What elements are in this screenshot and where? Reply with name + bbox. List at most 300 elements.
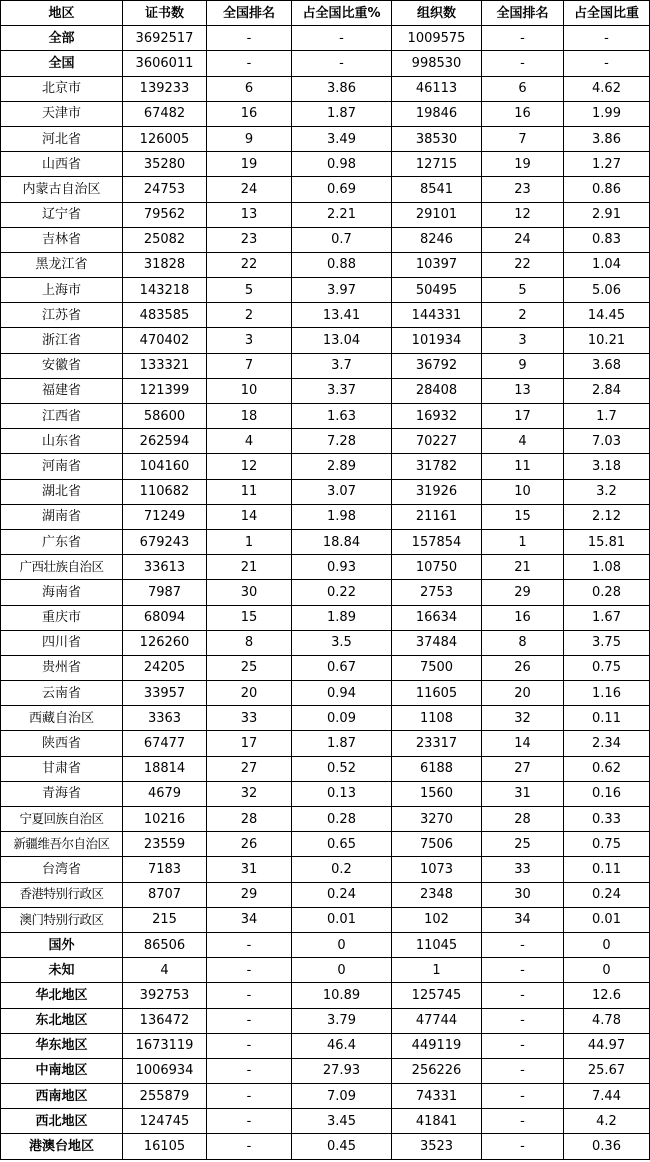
certificate-rank-cell: 32 xyxy=(207,781,292,806)
organizations-cell: 125745 xyxy=(392,983,482,1008)
organization-share-cell: 2.34 xyxy=(564,731,650,756)
organizations-cell: 47744 xyxy=(392,1008,482,1033)
certificate-share-cell: 7.28 xyxy=(292,429,392,454)
organization-share-cell: 0.83 xyxy=(564,227,650,252)
organization-rank-cell: 31 xyxy=(482,781,564,806)
certificates-cell: 24205 xyxy=(123,655,207,680)
organization-share-cell: 1.7 xyxy=(564,404,650,429)
certificate-share-cell: 0.22 xyxy=(292,580,392,605)
table-row xyxy=(1,26,650,51)
organization-share-cell: 1.67 xyxy=(564,605,650,630)
region-name-cell: 西南地区 xyxy=(1,1084,123,1109)
certificate-rank-cell: 3 xyxy=(207,328,292,353)
organization-share-cell: 3.2 xyxy=(564,479,650,504)
organization-rank-cell: 30 xyxy=(482,882,564,907)
organization-rank-cell: 10 xyxy=(482,479,564,504)
table-row xyxy=(1,1109,650,1134)
table-row xyxy=(1,655,650,680)
region-name-cell: 宁夏回族自治区 xyxy=(1,807,123,832)
certificates-cell: 126260 xyxy=(123,630,207,655)
region-name-cell: 福建省 xyxy=(1,378,123,403)
organization-share-cell: 12.6 xyxy=(564,983,650,1008)
table-row xyxy=(1,555,650,580)
table-row xyxy=(1,177,650,202)
certificates-cell: 3692517 xyxy=(123,26,207,51)
organization-share-cell: 1.27 xyxy=(564,152,650,177)
organizations-cell: 46113 xyxy=(392,76,482,101)
certificate-share-cell: 1.89 xyxy=(292,605,392,630)
certificate-share-cell: 0.01 xyxy=(292,907,392,932)
organizations-cell: 8246 xyxy=(392,227,482,252)
organizations-cell: 31782 xyxy=(392,454,482,479)
certificate-rank-cell: 4 xyxy=(207,429,292,454)
organization-rank-cell: 23 xyxy=(482,177,564,202)
region-name-cell: 台湾省 xyxy=(1,857,123,882)
organizations-cell: 29101 xyxy=(392,202,482,227)
table-row xyxy=(1,353,650,378)
certificates-cell: 68094 xyxy=(123,605,207,630)
organization-rank-cell: - xyxy=(482,1058,564,1083)
region-name-cell: 北京市 xyxy=(1,76,123,101)
certificate-rank-cell: 13 xyxy=(207,202,292,227)
organization-share-cell: 3.75 xyxy=(564,630,650,655)
certificate-share-cell: 3.86 xyxy=(292,76,392,101)
table-row xyxy=(1,706,650,731)
organization-rank-cell: 34 xyxy=(482,907,564,932)
certificates-cell: 4679 xyxy=(123,781,207,806)
certificate-share-cell: 0.13 xyxy=(292,781,392,806)
header-organization-share: 占全国比重 xyxy=(564,1,650,26)
region-name-cell: 辽宁省 xyxy=(1,202,123,227)
organization-share-cell: 15.81 xyxy=(564,529,650,554)
certificates-cell: 110682 xyxy=(123,479,207,504)
organizations-cell: 157854 xyxy=(392,529,482,554)
certificate-share-cell: 0.24 xyxy=(292,882,392,907)
organizations-cell: 3270 xyxy=(392,807,482,832)
certificate-share-cell: 0.67 xyxy=(292,655,392,680)
organization-rank-cell: 15 xyxy=(482,504,564,529)
organization-share-cell: - xyxy=(564,51,650,76)
organization-rank-cell: - xyxy=(482,1008,564,1033)
certificate-share-cell: 3.5 xyxy=(292,630,392,655)
organization-share-cell: 0.62 xyxy=(564,756,650,781)
certificates-cell: 23559 xyxy=(123,832,207,857)
region-name-cell: 甘肃省 xyxy=(1,756,123,781)
organization-rank-cell: 14 xyxy=(482,731,564,756)
certificate-share-cell: 0.52 xyxy=(292,756,392,781)
table-row xyxy=(1,529,650,554)
certificate-share-cell: 10.89 xyxy=(292,983,392,1008)
certificate-rank-cell: 29 xyxy=(207,882,292,907)
organization-share-cell: 0.36 xyxy=(564,1134,650,1159)
organizations-cell: 449119 xyxy=(392,1033,482,1058)
organizations-cell: 31926 xyxy=(392,479,482,504)
certificate-rank-cell: 30 xyxy=(207,580,292,605)
organizations-cell: 8541 xyxy=(392,177,482,202)
organization-rank-cell: - xyxy=(482,983,564,1008)
certificate-rank-cell: 1 xyxy=(207,529,292,554)
certificates-cell: 255879 xyxy=(123,1084,207,1109)
certificate-share-cell: 3.97 xyxy=(292,278,392,303)
header-organizations: 组织数 xyxy=(392,1,482,26)
region-name-cell: 西北地区 xyxy=(1,1109,123,1134)
certificate-rank-cell: - xyxy=(207,1134,292,1159)
organization-share-cell: 4.2 xyxy=(564,1109,650,1134)
organizations-cell: 50495 xyxy=(392,278,482,303)
header-certificates: 证书数 xyxy=(123,1,207,26)
organization-share-cell: 3.86 xyxy=(564,126,650,151)
organization-share-cell: 25.67 xyxy=(564,1058,650,1083)
certificate-share-cell: 3.45 xyxy=(292,1109,392,1134)
organization-share-cell: 4.62 xyxy=(564,76,650,101)
certificate-rank-cell: - xyxy=(207,1109,292,1134)
certificate-share-cell: 0.28 xyxy=(292,807,392,832)
region-name-cell: 浙江省 xyxy=(1,328,123,353)
certificates-cell: 483585 xyxy=(123,303,207,328)
certificate-rank-cell: - xyxy=(207,1033,292,1058)
organization-share-cell: 0.28 xyxy=(564,580,650,605)
certificates-cell: 4 xyxy=(123,958,207,983)
table-row xyxy=(1,252,650,277)
certificate-rank-cell: 23 xyxy=(207,227,292,252)
table-row xyxy=(1,504,650,529)
region-name-cell: 吉林省 xyxy=(1,227,123,252)
organizations-cell: 12715 xyxy=(392,152,482,177)
certificate-share-cell: 13.04 xyxy=(292,328,392,353)
organization-rank-cell: - xyxy=(482,1109,564,1134)
table-row xyxy=(1,1058,650,1083)
certificates-cell: 1673119 xyxy=(123,1033,207,1058)
table-row xyxy=(1,126,650,151)
organizations-cell: 74331 xyxy=(392,1084,482,1109)
region-name-cell: 广东省 xyxy=(1,529,123,554)
region-name-cell: 香港特别行政区 xyxy=(1,882,123,907)
certificates-cell: 33613 xyxy=(123,555,207,580)
certificate-rank-cell: 18 xyxy=(207,404,292,429)
certificates-cell: 67482 xyxy=(123,101,207,126)
certificates-cell: 7987 xyxy=(123,580,207,605)
certificates-cell: 136472 xyxy=(123,1008,207,1033)
certificate-share-cell: 3.07 xyxy=(292,479,392,504)
header-certificate-rank: 全国排名 xyxy=(207,1,292,26)
table-row xyxy=(1,278,650,303)
certificates-cell: 71249 xyxy=(123,504,207,529)
region-name-cell: 山东省 xyxy=(1,429,123,454)
table-row xyxy=(1,580,650,605)
organizations-cell: 36792 xyxy=(392,353,482,378)
certificates-cell: 143218 xyxy=(123,278,207,303)
organizations-cell: 10750 xyxy=(392,555,482,580)
organization-rank-cell: - xyxy=(482,26,564,51)
region-name-cell: 青海省 xyxy=(1,781,123,806)
certificate-rank-cell: 9 xyxy=(207,126,292,151)
region-name-cell: 华北地区 xyxy=(1,983,123,1008)
organizations-cell: 998530 xyxy=(392,51,482,76)
table-row xyxy=(1,832,650,857)
region-name-cell: 内蒙古自治区 xyxy=(1,177,123,202)
organization-share-cell: 1.99 xyxy=(564,101,650,126)
certificate-rank-cell: - xyxy=(207,1008,292,1033)
region-name-cell: 中南地区 xyxy=(1,1058,123,1083)
certificates-cell: 18814 xyxy=(123,756,207,781)
organizations-cell: 1 xyxy=(392,958,482,983)
certificate-rank-cell: 28 xyxy=(207,807,292,832)
organizations-cell: 101934 xyxy=(392,328,482,353)
certificate-rank-cell: 5 xyxy=(207,278,292,303)
organizations-cell: 41841 xyxy=(392,1109,482,1134)
table-row xyxy=(1,303,650,328)
organization-rank-cell: - xyxy=(482,932,564,957)
table-row xyxy=(1,328,650,353)
region-name-cell: 东北地区 xyxy=(1,1008,123,1033)
certificates-cell: 679243 xyxy=(123,529,207,554)
certificate-share-cell: 3.79 xyxy=(292,1008,392,1033)
certificate-share-cell: 3.37 xyxy=(292,378,392,403)
organization-rank-cell: - xyxy=(482,958,564,983)
organizations-cell: 1073 xyxy=(392,857,482,882)
organizations-cell: 2753 xyxy=(392,580,482,605)
header-organization-rank: 全国排名 xyxy=(482,1,564,26)
table-row xyxy=(1,152,650,177)
table-row xyxy=(1,932,650,957)
organization-rank-cell: 3 xyxy=(482,328,564,353)
certificate-rank-cell: 33 xyxy=(207,706,292,731)
organization-share-cell: 0.86 xyxy=(564,177,650,202)
table-row xyxy=(1,1008,650,1033)
certificate-share-cell: 0.88 xyxy=(292,252,392,277)
organization-share-cell: 2.84 xyxy=(564,378,650,403)
table-row xyxy=(1,882,650,907)
certificate-share-cell: 3.7 xyxy=(292,353,392,378)
certificate-share-cell: 7.09 xyxy=(292,1084,392,1109)
certificates-cell: 262594 xyxy=(123,429,207,454)
organization-rank-cell: 5 xyxy=(482,278,564,303)
organizations-cell: 1108 xyxy=(392,706,482,731)
certificate-rank-cell: 16 xyxy=(207,101,292,126)
certificate-rank-cell: - xyxy=(207,1084,292,1109)
organization-rank-cell: 16 xyxy=(482,605,564,630)
organization-share-cell: 0.11 xyxy=(564,857,650,882)
certificate-share-cell: 0.65 xyxy=(292,832,392,857)
table-row xyxy=(1,76,650,101)
table-row xyxy=(1,958,650,983)
certificate-rank-cell: 20 xyxy=(207,681,292,706)
certificate-rank-cell: 10 xyxy=(207,378,292,403)
organization-rank-cell: 17 xyxy=(482,404,564,429)
organization-share-cell: 1.16 xyxy=(564,681,650,706)
certificate-rank-cell: 31 xyxy=(207,857,292,882)
organizations-cell: 11605 xyxy=(392,681,482,706)
certificate-rank-cell: 11 xyxy=(207,479,292,504)
certificate-rank-cell: 26 xyxy=(207,832,292,857)
region-name-cell: 全部 xyxy=(1,26,123,51)
table-row xyxy=(1,51,650,76)
organization-share-cell: 4.78 xyxy=(564,1008,650,1033)
table-row xyxy=(1,605,650,630)
region-name-cell: 西藏自治区 xyxy=(1,706,123,731)
region-name-cell: 上海市 xyxy=(1,278,123,303)
certificate-share-cell: 0.93 xyxy=(292,555,392,580)
organizations-cell: 7500 xyxy=(392,655,482,680)
organization-share-cell: 0 xyxy=(564,958,650,983)
table-row xyxy=(1,857,650,882)
organization-share-cell: 1.08 xyxy=(564,555,650,580)
certificates-cell: 25082 xyxy=(123,227,207,252)
organization-rank-cell: 4 xyxy=(482,429,564,454)
certificate-rank-cell: 15 xyxy=(207,605,292,630)
table-row xyxy=(1,202,650,227)
certificate-rank-cell: 27 xyxy=(207,756,292,781)
organization-rank-cell: 19 xyxy=(482,152,564,177)
organization-rank-cell: 6 xyxy=(482,76,564,101)
region-name-cell: 安徽省 xyxy=(1,353,123,378)
organization-share-cell: 0.24 xyxy=(564,882,650,907)
organization-share-cell: 7.03 xyxy=(564,429,650,454)
certificate-rank-cell: - xyxy=(207,51,292,76)
certificate-rank-cell: 22 xyxy=(207,252,292,277)
certificate-share-cell: 13.41 xyxy=(292,303,392,328)
certificate-share-cell: 1.63 xyxy=(292,404,392,429)
organizations-cell: 1560 xyxy=(392,781,482,806)
certificate-share-cell: 2.89 xyxy=(292,454,392,479)
organization-rank-cell: - xyxy=(482,51,564,76)
certificate-share-cell: 27.93 xyxy=(292,1058,392,1083)
certificates-cell: 139233 xyxy=(123,76,207,101)
certificate-share-cell: 2.21 xyxy=(292,202,392,227)
certificate-rank-cell: 6 xyxy=(207,76,292,101)
table-row xyxy=(1,429,650,454)
certificate-rank-cell: - xyxy=(207,983,292,1008)
table-row xyxy=(1,731,650,756)
region-name-cell: 陕西省 xyxy=(1,731,123,756)
organization-rank-cell: 29 xyxy=(482,580,564,605)
organizations-cell: 21161 xyxy=(392,504,482,529)
region-name-cell: 未知 xyxy=(1,958,123,983)
certificates-cell: 35280 xyxy=(123,152,207,177)
table-row xyxy=(1,378,650,403)
certificates-cell: 124745 xyxy=(123,1109,207,1134)
certificate-share-cell: 0.98 xyxy=(292,152,392,177)
certificate-share-cell: 0.09 xyxy=(292,706,392,731)
table-row xyxy=(1,681,650,706)
organization-share-cell: - xyxy=(564,26,650,51)
region-name-cell: 云南省 xyxy=(1,681,123,706)
region-name-cell: 湖北省 xyxy=(1,479,123,504)
organization-rank-cell: 11 xyxy=(482,454,564,479)
certificates-cell: 7183 xyxy=(123,857,207,882)
certificate-share-cell: - xyxy=(292,26,392,51)
table-row xyxy=(1,907,650,932)
organization-rank-cell: 33 xyxy=(482,857,564,882)
organization-rank-cell: 22 xyxy=(482,252,564,277)
organization-share-cell: 0.16 xyxy=(564,781,650,806)
organization-share-cell: 0.01 xyxy=(564,907,650,932)
organization-share-cell: 2.12 xyxy=(564,504,650,529)
organization-share-cell: 0.75 xyxy=(564,832,650,857)
organizations-cell: 7506 xyxy=(392,832,482,857)
table-row xyxy=(1,479,650,504)
table-row xyxy=(1,404,650,429)
region-name-cell: 贵州省 xyxy=(1,655,123,680)
region-name-cell: 广西壮族自治区 xyxy=(1,555,123,580)
certificate-share-cell: 3.49 xyxy=(292,126,392,151)
certificate-share-cell: 0 xyxy=(292,958,392,983)
certificate-share-cell: 0.45 xyxy=(292,1134,392,1159)
header-certificate-share: 占全国比重% xyxy=(292,1,392,26)
table-row xyxy=(1,807,650,832)
region-name-cell: 全国 xyxy=(1,51,123,76)
certificate-share-cell: 0 xyxy=(292,932,392,957)
certificates-cell: 133321 xyxy=(123,353,207,378)
organization-rank-cell: 12 xyxy=(482,202,564,227)
table-row xyxy=(1,756,650,781)
region-name-cell: 四川省 xyxy=(1,630,123,655)
organization-share-cell: 0 xyxy=(564,932,650,957)
region-name-cell: 新疆维吾尔自治区 xyxy=(1,832,123,857)
organizations-cell: 19846 xyxy=(392,101,482,126)
organizations-cell: 16932 xyxy=(392,404,482,429)
organization-rank-cell: 27 xyxy=(482,756,564,781)
organization-share-cell: 2.91 xyxy=(564,202,650,227)
table-row xyxy=(1,454,650,479)
organization-share-cell: 10.21 xyxy=(564,328,650,353)
organization-share-cell: 5.06 xyxy=(564,278,650,303)
organization-rank-cell: 9 xyxy=(482,353,564,378)
organizations-cell: 70227 xyxy=(392,429,482,454)
organization-rank-cell: 16 xyxy=(482,101,564,126)
table-header-row xyxy=(1,1,650,26)
organization-share-cell: 3.68 xyxy=(564,353,650,378)
header-region: 地区 xyxy=(1,1,123,26)
organization-rank-cell: 7 xyxy=(482,126,564,151)
table-row xyxy=(1,781,650,806)
certificates-cell: 104160 xyxy=(123,454,207,479)
organizations-cell: 1009575 xyxy=(392,26,482,51)
organization-rank-cell: 25 xyxy=(482,832,564,857)
region-name-cell: 江苏省 xyxy=(1,303,123,328)
organization-rank-cell: - xyxy=(482,1084,564,1109)
certificate-rank-cell: 34 xyxy=(207,907,292,932)
certificates-cell: 8707 xyxy=(123,882,207,907)
certificate-share-cell: 0.69 xyxy=(292,177,392,202)
certificates-cell: 67477 xyxy=(123,731,207,756)
certificates-cell: 126005 xyxy=(123,126,207,151)
certificates-cell: 215 xyxy=(123,907,207,932)
certificate-share-cell: 1.87 xyxy=(292,731,392,756)
organization-rank-cell: 8 xyxy=(482,630,564,655)
organizations-cell: 10397 xyxy=(392,252,482,277)
organization-rank-cell: - xyxy=(482,1134,564,1159)
certificate-share-cell: 1.98 xyxy=(292,504,392,529)
table-row xyxy=(1,630,650,655)
organizations-cell: 2348 xyxy=(392,882,482,907)
region-name-cell: 澳门特别行政区 xyxy=(1,907,123,932)
certificate-rank-cell: 24 xyxy=(207,177,292,202)
certificates-cell: 33957 xyxy=(123,681,207,706)
organizations-cell: 38530 xyxy=(392,126,482,151)
organization-share-cell: 0.75 xyxy=(564,655,650,680)
organization-rank-cell: 21 xyxy=(482,555,564,580)
organizations-cell: 6188 xyxy=(392,756,482,781)
certificate-share-cell: 0.94 xyxy=(292,681,392,706)
region-name-cell: 黑龙江省 xyxy=(1,252,123,277)
certificates-cell: 31828 xyxy=(123,252,207,277)
region-name-cell: 华东地区 xyxy=(1,1033,123,1058)
certificates-cell: 58600 xyxy=(123,404,207,429)
region-name-cell: 江西省 xyxy=(1,404,123,429)
organization-rank-cell: 28 xyxy=(482,807,564,832)
certificates-cell: 392753 xyxy=(123,983,207,1008)
